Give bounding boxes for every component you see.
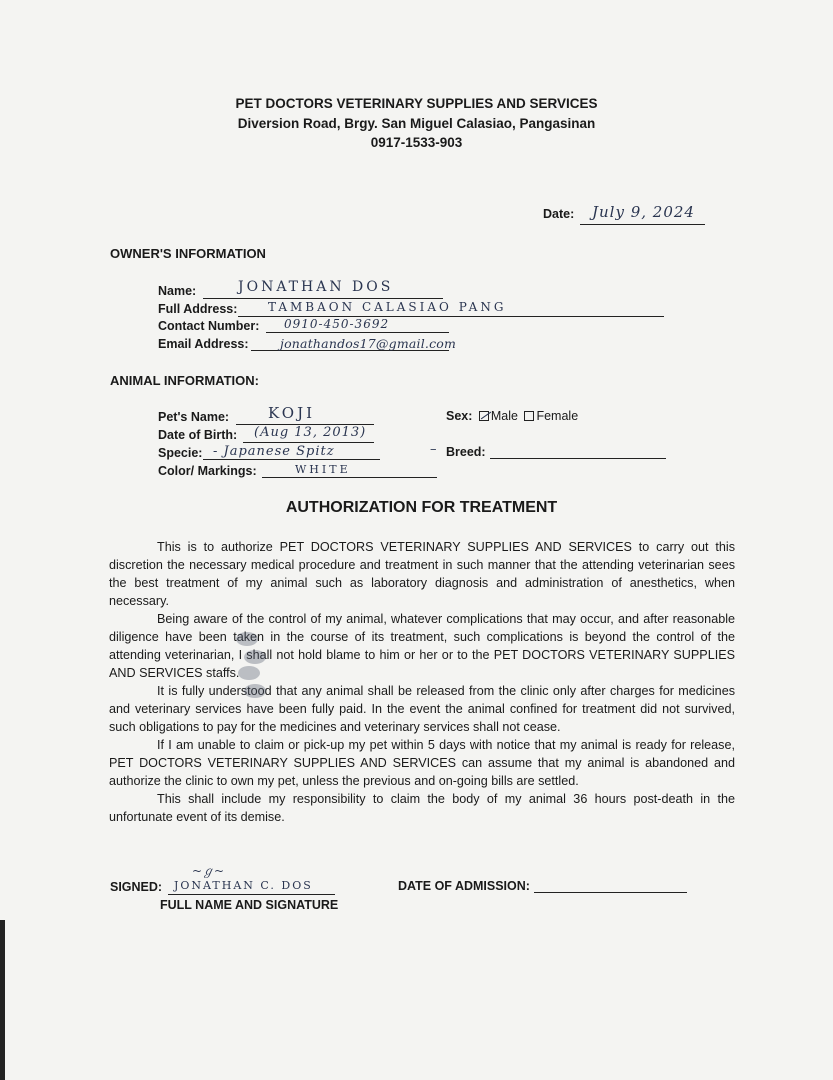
signed-line	[168, 894, 335, 895]
scan-edge	[0, 920, 5, 1080]
dob-line	[243, 442, 374, 443]
owner-contact-line	[266, 332, 449, 333]
ink-smudge	[238, 666, 260, 680]
specie-value: - Japanese Spitz	[213, 444, 335, 459]
owner-contact-label: Contact Number:	[158, 319, 260, 333]
animal-heading: ANIMAL INFORMATION:	[110, 373, 259, 388]
sex-female-label: Female	[536, 409, 579, 423]
authorization-body	[109, 538, 735, 826]
authorization-title: AUTHORIZATION FOR TREATMENT	[285, 499, 558, 516]
owner-contact-value: 0910-450-3692	[284, 317, 390, 331]
sex-female-checkbox[interactable]	[524, 411, 534, 421]
owner-address-label: Full Address:	[158, 302, 238, 316]
color-value: WHITE	[295, 463, 351, 476]
authorization-paragraph: This shall include my responsibility to claim the body of my animal 36 hours post-death in the unfortunate event of its demise.	[109, 792, 735, 824]
owner-email-value: jonathandos17@gmail.com	[280, 336, 457, 351]
specie-label: Specie:	[158, 446, 203, 460]
ink-smudge	[244, 684, 266, 698]
signed-label: SIGNED:	[110, 880, 163, 894]
breed-dash-mark: –	[430, 442, 438, 457]
sex-field	[446, 409, 578, 423]
breed-label: Breed:	[446, 445, 486, 459]
sex-male-checkbox[interactable]	[479, 411, 489, 421]
date-label: Date:	[543, 207, 575, 221]
sex-male-label: Male	[490, 409, 518, 423]
owner-address-value: TAMBAON CALASIAO PANG	[268, 300, 507, 314]
authorization-paragraph: It is fully understood that any animal shall be released from the clinic only after charges for medicines and veterinary services have been fully paid. In the event the animal confined for treatment did not survived, such obligations to pay for the medicines and veterinary services shall not cease.	[109, 684, 735, 734]
authorization-paragraph: Being aware of the control of my animal, whatever complications that may occur, and after reasonable diligence have been taken in the course of its treatment, such complications is beyond the control of the attending veterinarian, I shall not hold blame to him or her or to the PET DOCTORS VETERINARY SUPPLIES AND SERVICES staffs.	[109, 612, 735, 680]
specie-line	[203, 459, 380, 460]
owner-email-label: Email Address:	[158, 337, 249, 351]
owner-name-label: Name:	[158, 284, 197, 298]
signed-name-value: JONATHAN C. DOS	[174, 879, 313, 892]
date-value: July 9, 2024	[592, 203, 695, 221]
owner-name-line	[203, 298, 443, 299]
breed-line	[490, 458, 666, 459]
color-label: Color/ Markings:	[158, 464, 257, 478]
color-line	[262, 477, 437, 478]
dob-label: Date of Birth:	[158, 428, 238, 442]
authorization-paragraph: If I am unable to claim or pick-up my pet within 5 days with notice that my animal is ready for release, PET DOCTORS VETERINARY SUPPLIES AND SERVICES can assume that my animal is abandoned and authorize the clinic to own my pet, unless the previous and on-going bills are settled.	[109, 738, 735, 788]
company-name: PET DOCTORS VETERINARY SUPPLIES AND SERVICES	[235, 96, 598, 111]
admission-label: DATE OF ADMISSION:	[398, 879, 530, 893]
owner-name-value: JONATHAN DOS	[238, 279, 394, 295]
pet-name-label: Pet's Name:	[158, 410, 230, 424]
owner-heading: OWNER'S INFORMATION	[110, 246, 266, 261]
sex-label: Sex:	[446, 409, 473, 423]
authorization-paragraph: This is to authorize PET DOCTORS VETERINARY SUPPLIES AND SERVICES to carry out this discretion the necessary medical procedure and treatment in such manner that the attending veterinarian sees the best treatment of my animal such as laboratory diagnosis and administration of anesthetics, when necessary.	[109, 540, 735, 608]
date-line	[580, 224, 705, 225]
ink-smudge	[236, 632, 258, 646]
dob-value: (Aug 13, 2013)	[254, 425, 367, 440]
signature-scribble: ~ℊ~	[192, 864, 225, 878]
ink-smudge	[244, 650, 266, 664]
pet-name-value: KOJI	[268, 404, 316, 422]
signature-sub-label: FULL NAME AND SIGNATURE	[160, 898, 339, 912]
admission-line	[534, 892, 687, 893]
company-phone: 0917-1533-903	[370, 135, 463, 150]
company-address: Diversion Road, Brgy. San Miguel Calasiao, Pangasinan	[237, 116, 596, 131]
